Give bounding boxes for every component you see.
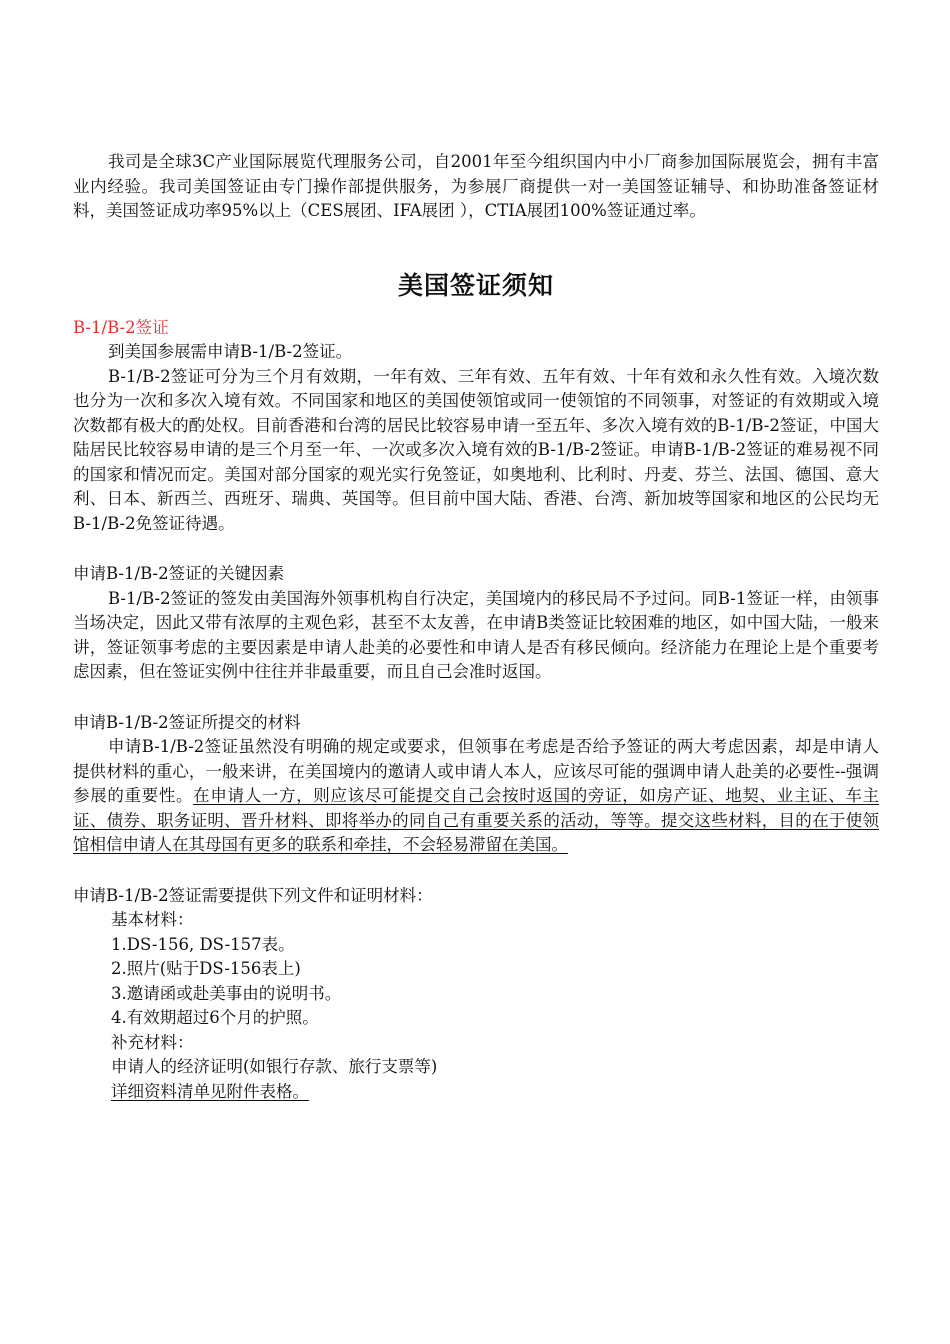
page-title: 美国签证须知 bbox=[397, 270, 554, 300]
section-heading-b1b2: B-1/B-2签证 bbox=[73, 317, 169, 337]
list-item: 4.有效期超过6个月的护照。 bbox=[111, 1008, 319, 1027]
supplement-materials-label: 补充材料： bbox=[111, 1032, 194, 1052]
basic-materials-label: 基本材料： bbox=[111, 910, 194, 929]
list-item: 3.邀请函或赴美事由的说明书。 bbox=[111, 983, 342, 1003]
attachment-note: 详细资料清单见附件表格。 bbox=[111, 1081, 309, 1101]
intro-paragraph: 我司是全球3C产业国际展览代理服务公司，自2001年至今组织国内中小厂商参加国际展览会，拥有丰富业内经验。我司美国签证由专门操作部提供服务，为参展厂商提供一对一美国签证辅导、和协助准备签证材料，美国签证成功率95%以上（CES展团、IFA展团 ），CTIA展团100%签证通过率。 bbox=[73, 152, 879, 220]
section-heading-materials: 申请B-1/B-2签证所提交的材料 bbox=[73, 712, 301, 732]
documents-list bbox=[73, 908, 879, 1104]
section-heading-key-factors: 申请B-1/B-2签证的关键因素 bbox=[73, 564, 285, 583]
document-page bbox=[73, 150, 879, 1104]
list-item: 1.DS-156, DS-157表。 bbox=[111, 934, 295, 954]
materials-underlined-text: 在申请人一方，则应该尽可能提交自己会按时返国的旁证，如房产证、地契、业主证、车主证、债券、职务证明、晋升材料、即将举办的同自己有重要关系的活动，等等。提交这些材料，目的在于使领馆相信申请人在其母国有更多的联系和牵挂，不会轻易滞留在美国。 bbox=[73, 786, 880, 854]
materials-paragraph bbox=[73, 735, 879, 858]
list-item: 2.照片(贴于DS-156表上) bbox=[111, 959, 301, 978]
b1b2-intro-line: 到美国参展需申请B-1/B-2签证。 bbox=[108, 342, 353, 361]
supplement-item: 申请人的经济证明(如银行存款、旅行支票等) bbox=[111, 1057, 438, 1076]
b1b2-description-paragraph: B-1/B-2签证可分为三个月有效期，一年有效、三年有效、五年有效、十年有效和永久性有效。入境次数也分为一次和多次入境有效。不同国家和地区的美国使领馆或同一使领馆的不同领事，对签证的有效期或入境次数都有极大的酌处权。目前香港和台湾的居民比较容易申请一至五年、多次入境有效的B-1/B-2签证，中国大陆居民比较容易申请的是三个月至一年、一次或多次入境有效的B-1/B-2签证。申请B-1/B-2签证的难易视不同的国家和情况而定。美国对部分国家的观光实行免签证，如奥地利、比利时、丹麦、芬兰、法国、德国、意大利、日本、新西兰、西班牙、瑞典、英国等。但目前中国大陆、香港、台湾、新加坡等国家和地区的公民均无B-1/B-2免签证待遇。 bbox=[73, 366, 879, 533]
key-factors-paragraph: B-1/B-2签证的签发由美国海外领事机构自行决定，美国境内的移民局不予过问。同B-1签证一样，由领事当场决定，因此又带有浓厚的主观色彩，甚至不太友善，在申请B类签证比较困难的地区，如中国大陆，一般来讲，签证领事考虑的主要因素是申请人赴美的必要性和申请人是否有移民倾向。经济能力在理论上是个重要考虑因素，但在签证实例中往往并非最重要，而且自己会准时返国。 bbox=[73, 588, 879, 681]
section-heading-documents: 申请B-1/B-2签证需要提供下列文件和证明材料： bbox=[73, 885, 433, 905]
materials-text: 申请B-1/B-2签证虽然没有明确的规定或要求，但领事在考虑是否给予签证的两大考虑因素，却是申请人提供材料的重心，一般来讲，在美国境内的邀请人或申请人本人，应该尽可能的强调申请人赴美的必要性--强调参展的重要性。 bbox=[73, 737, 879, 805]
